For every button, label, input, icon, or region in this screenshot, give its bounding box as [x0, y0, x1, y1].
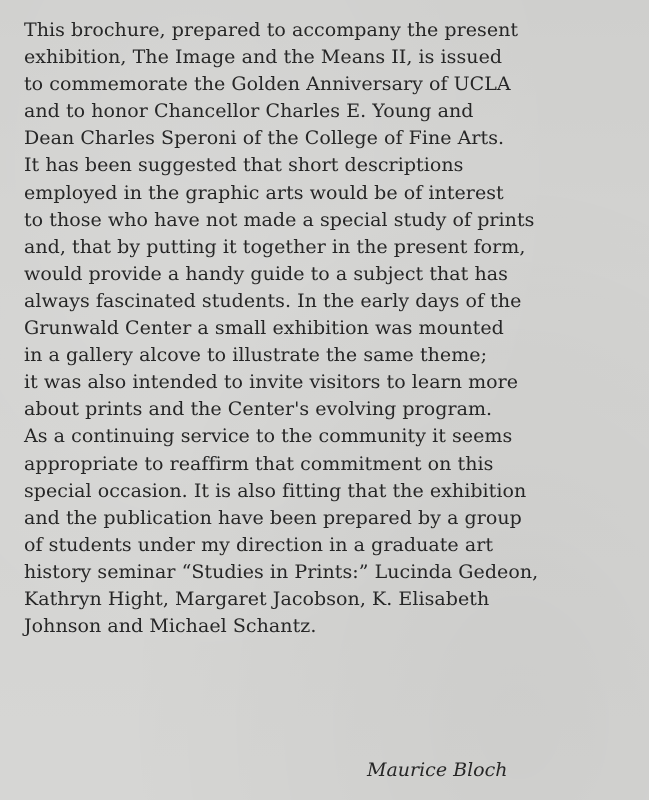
- text-line: This brochure, prepared to accompany the present: [24, 19, 519, 41]
- text-line: employed in the graphic arts would be of interest: [24, 181, 504, 204]
- text-line: to commemorate the Golden Anniversary of UCLA: [24, 73, 511, 96]
- body-paragraph: [24, 17, 538, 640]
- text-line: special occasion. It is also fitting that the exhibition: [24, 479, 527, 502]
- text-line: in a gallery alcove to illustrate the same theme;: [24, 344, 488, 367]
- text-line: about prints and the Center's evolving program.: [24, 398, 493, 421]
- text-line: exhibition, The Image and the Means II, is issued: [24, 46, 503, 69]
- text-line: history seminar “Studies in Prints:” Lucinda Gedeon,: [24, 560, 539, 583]
- text-line: would provide a handy guide to a subject that has: [24, 262, 508, 285]
- text-line: Dean Charles Speroni of the College of Fine Arts.: [24, 127, 505, 150]
- author-signature: Maurice Bloch: [367, 759, 508, 781]
- text-line: As a continuing service to the community it seems: [24, 425, 513, 448]
- text-line: appropriate to reaffirm that commitment on this: [24, 452, 494, 475]
- text-line: It has been suggested that short descriptions: [24, 154, 464, 177]
- text-line: and to honor Chancellor Charles E. Young and: [24, 100, 474, 123]
- text-line: of students under my direction in a graduate art: [24, 533, 494, 556]
- text-line: it was also intended to invite visitors to learn more: [24, 371, 519, 394]
- text-line: Grunwald Center a small exhibition was mounted: [24, 317, 504, 340]
- text-line: Johnson and Michael Schantz.: [24, 615, 317, 638]
- text-line: and the publication have been prepared by a group: [24, 506, 522, 529]
- text-line: always fascinated students. In the early days of the: [24, 289, 522, 312]
- text-line: to those who have not made a special study of prints: [24, 208, 535, 231]
- text-line: and, that by putting it together in the present form,: [24, 235, 526, 258]
- text-line: Kathryn Hight, Margaret Jacobson, K. Elisabeth: [24, 587, 490, 610]
